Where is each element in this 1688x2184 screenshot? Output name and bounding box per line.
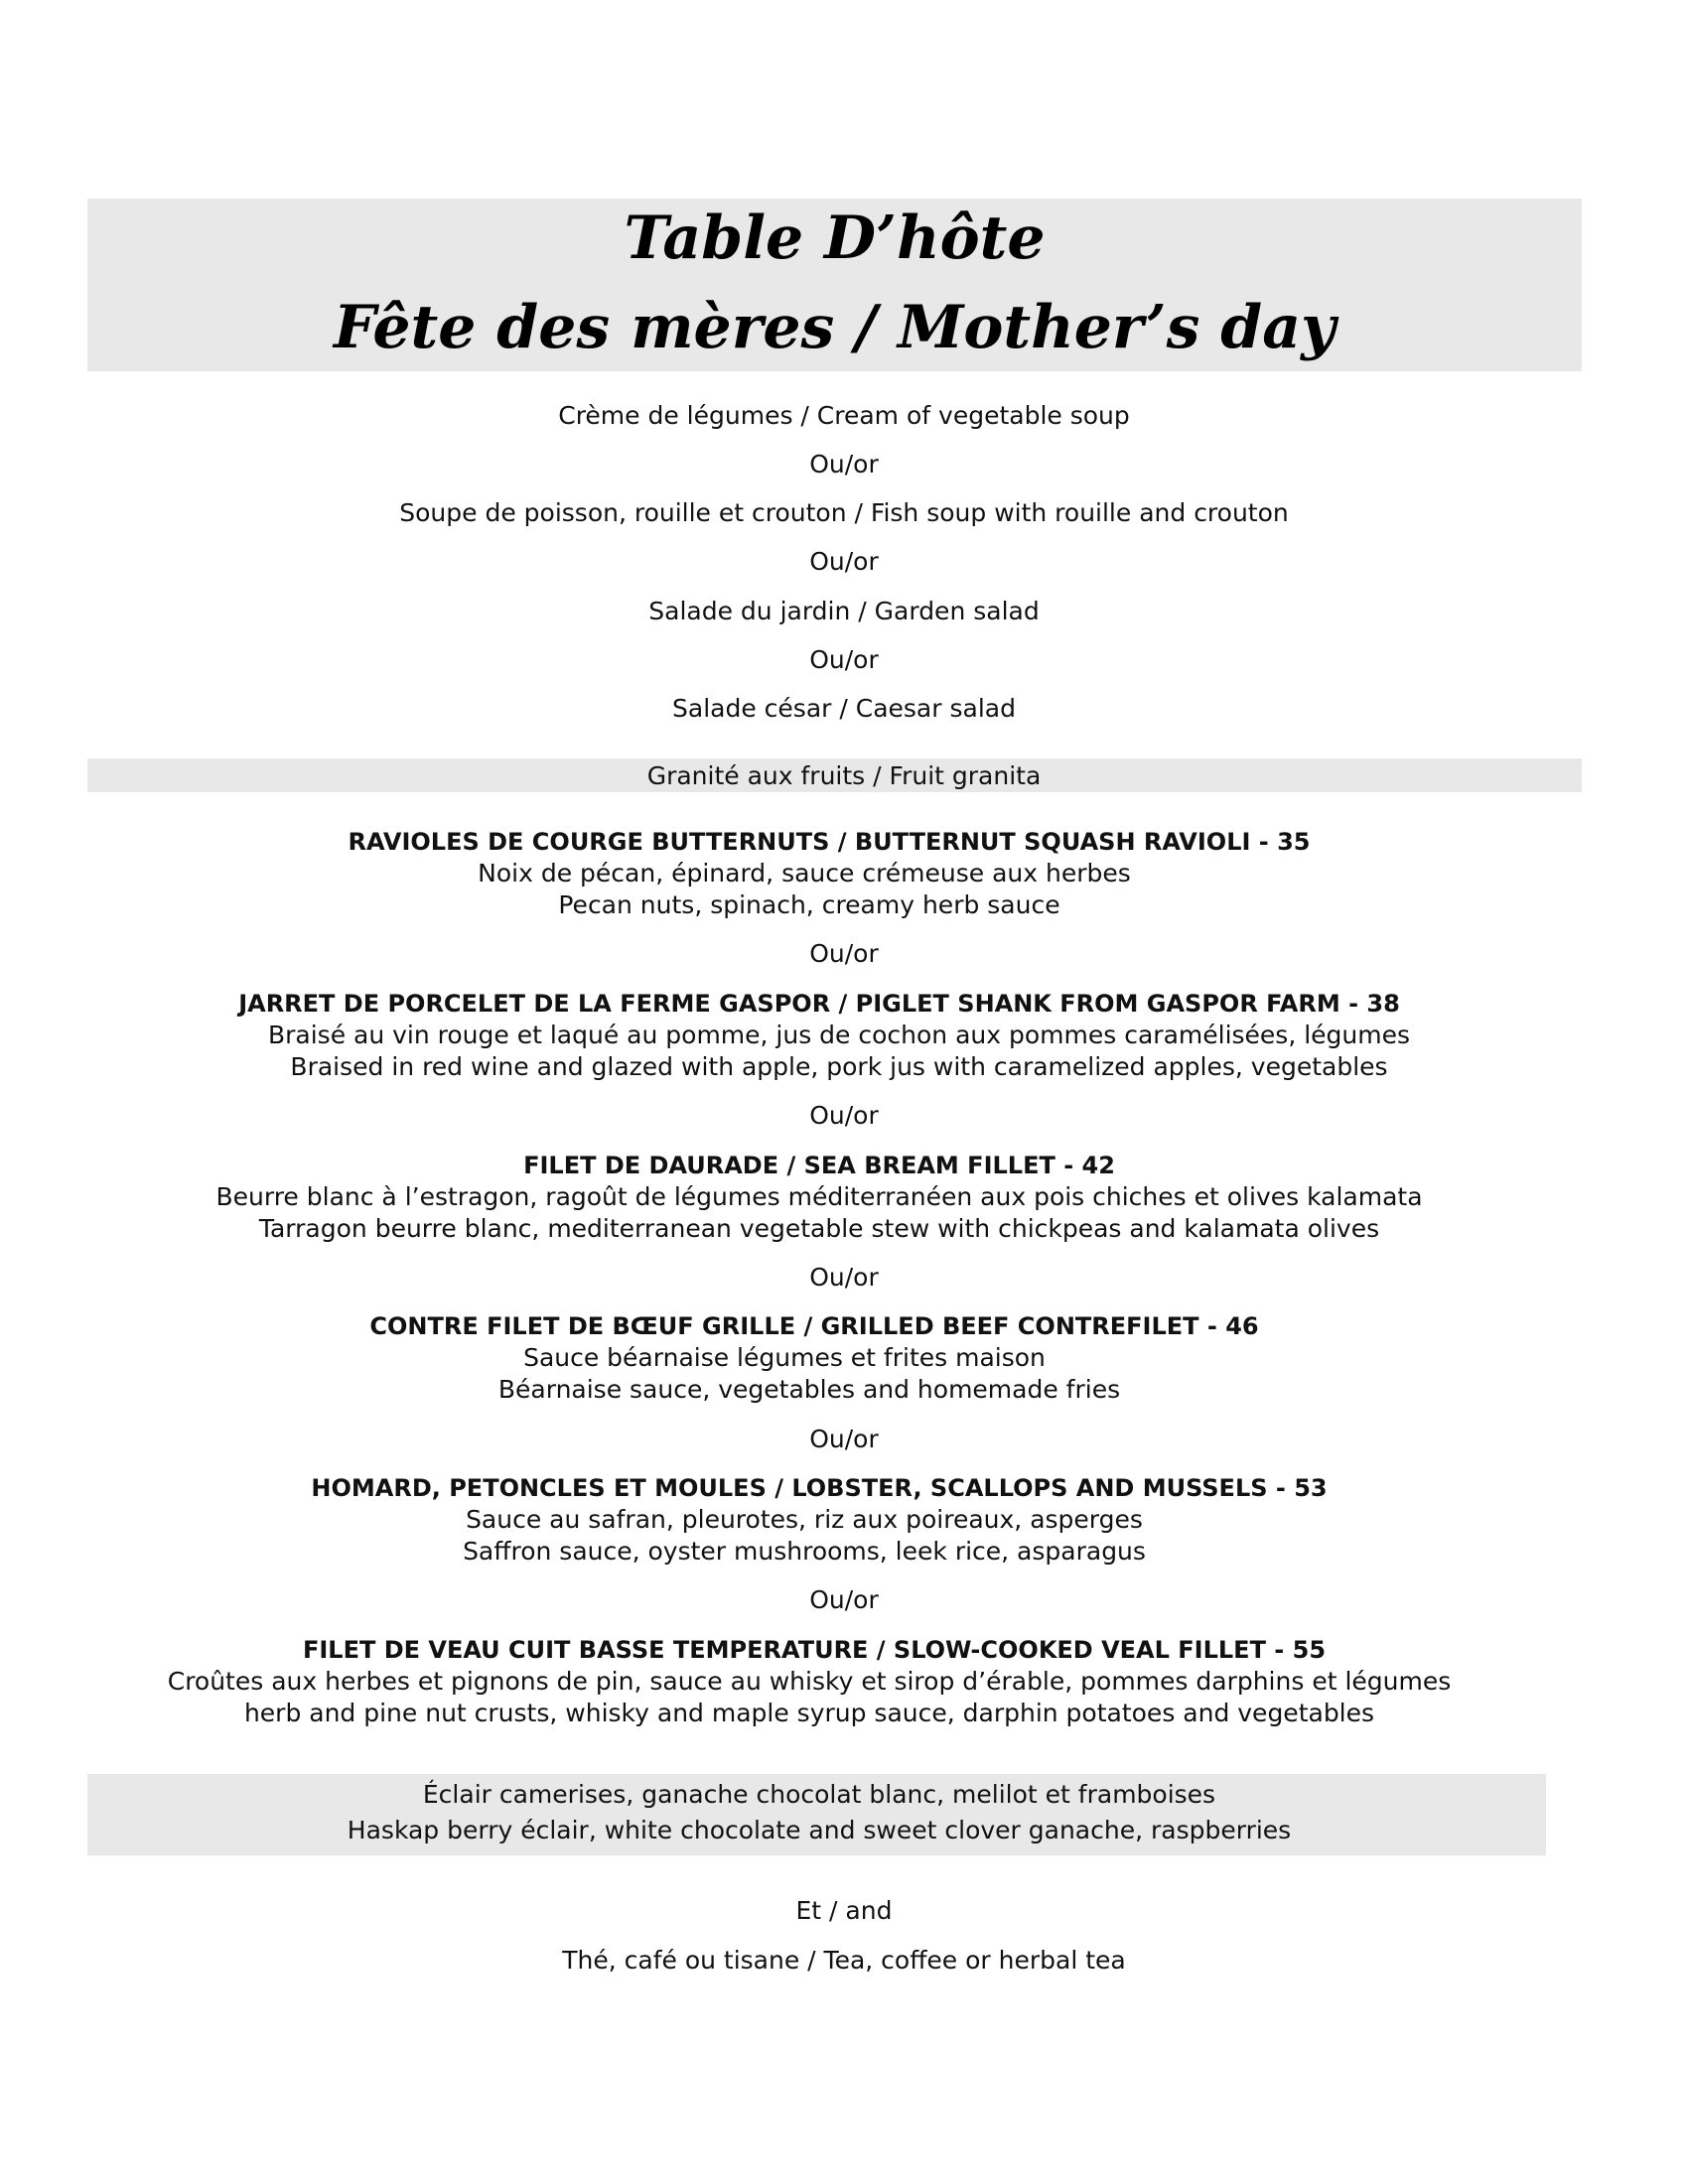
main-dish-name: FILET DE VEAU CUIT BASSE TEMPERATURE / SLOW-COOKED VEAL FILLET - 55	[302, 1636, 1327, 1664]
main-dish-name: HOMARD, PETONCLES ET MOULES / LOBSTER, SCALLOPS AND MUSSELS - 53	[311, 1474, 1328, 1502]
intermezzo-item: Granité aux fruits / Fruit granita	[646, 761, 1042, 790]
closing-joiner: Et / and	[795, 1896, 893, 1925]
main-separator: Ou/or	[809, 1585, 879, 1614]
main-dish-desc-fr: Noix de pécan, épinard, sauce crémeuse aux herbes	[478, 859, 1131, 887]
main-dish-desc-fr: Croûtes aux herbes et pignons de pin, sauce au whisky et sirop d’érable, pommes darphins et légumes	[167, 1667, 1452, 1696]
drinks-item: Thé, café ou tisane / Tea, coffee or herbal tea	[562, 1946, 1126, 1975]
main-dish-desc-en: Braised in red wine and glazed with apple, pork jus with caramelized apples, vegetables	[290, 1052, 1388, 1081]
menu-subtitle: Fête des mères / Mother’s day	[334, 293, 1336, 362]
main-dish-desc-en: Pecan nuts, spinach, creamy herb sauce	[558, 890, 1060, 919]
main-separator: Ou/or	[809, 1263, 879, 1292]
main-dish-desc-en: Saffron sauce, oyster mushrooms, leek rice, asparagus	[463, 1537, 1146, 1566]
main-separator: Ou/or	[809, 1425, 879, 1453]
main-dish-desc-en: Béarnaise sauce, vegetables and homemade fries	[497, 1375, 1121, 1404]
main-dish-desc-fr: Beurre blanc à l’estragon, ragoût de légumes méditerranéen aux pois chiches et olives kalamata	[215, 1182, 1423, 1211]
main-separator: Ou/or	[809, 1101, 879, 1130]
starter-item: Soupe de poisson, rouille et crouton / Fish soup with rouille and crouton	[399, 498, 1289, 527]
main-dish-name: JARRET DE PORCELET DE LA FERME GASPOR / PIGLET SHANK FROM GASPOR FARM - 38	[238, 990, 1400, 1018]
starter-separator: Ou/or	[809, 450, 879, 478]
starter-separator: Ou/or	[809, 645, 879, 674]
starter-separator: Ou/or	[809, 547, 879, 576]
main-dish-desc-en: herb and pine nut crusts, whisky and maple syrup sauce, darphin potatoes and vegetables	[243, 1699, 1375, 1727]
main-dish-name: FILET DE DAURADE / SEA BREAM FILLET - 42	[523, 1152, 1115, 1179]
dessert-item-fr: Éclair camerises, ganache chocolat blanc, melilot et framboises	[422, 1780, 1216, 1809]
main-dish-desc-fr: Sauce béarnaise légumes et frites maison	[523, 1343, 1046, 1372]
main-separator: Ou/or	[809, 939, 879, 968]
main-dish-desc-fr: Sauce au safran, pleurotes, riz aux poireaux, asperges	[466, 1505, 1143, 1534]
main-dish-desc-fr: Braisé au vin rouge et laqué au pomme, jus de cochon aux pommes caramélisées, légumes	[267, 1021, 1411, 1049]
dessert-item-en: Haskap berry éclair, white chocolate and sweet clover ganache, raspberries	[347, 1816, 1292, 1844]
main-dish-desc-en: Tarragon beurre blanc, mediterranean vegetable stew with chickpeas and kalamata olives	[258, 1214, 1380, 1243]
starter-item: Salade du jardin / Garden salad	[648, 597, 1040, 625]
main-dish-name: CONTRE FILET DE BŒUF GRILLE / GRILLED BEEF CONTREFILET - 46	[369, 1312, 1259, 1340]
starter-item: Crème de légumes / Cream of vegetable soup	[558, 401, 1130, 430]
main-dish-name: RAVIOLES DE COURGE BUTTERNUTS / BUTTERNUT SQUASH RAVIOLI - 35	[348, 828, 1311, 856]
menu-title: Table D’hôte	[624, 204, 1046, 273]
starter-item: Salade césar / Caesar salad	[672, 694, 1016, 723]
